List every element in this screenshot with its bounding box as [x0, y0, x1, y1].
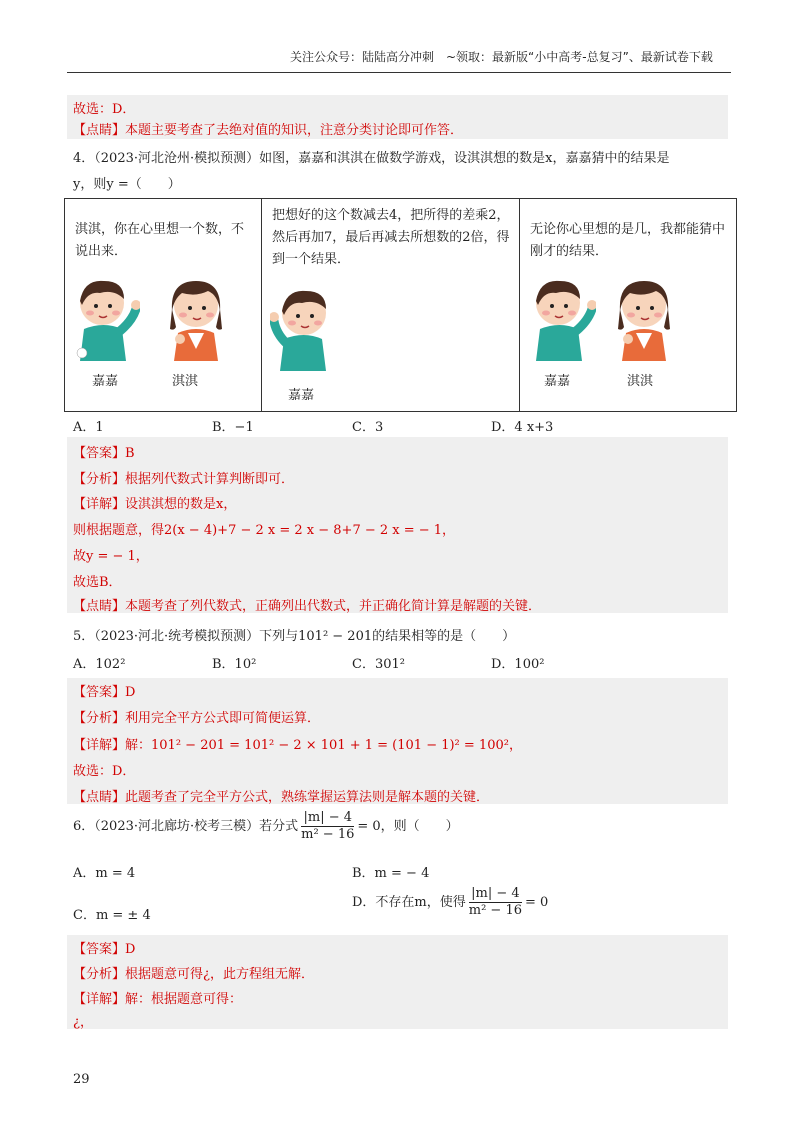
- q6-fraction-denominator: m² − 16: [301, 827, 355, 842]
- detail-text: 设淇淇想的数是x，: [125, 497, 237, 512]
- comment-line: [73, 119, 463, 138]
- answer-value: B: [125, 446, 135, 461]
- girl-illustration: [608, 271, 678, 361]
- analysis-tag: 【分析】: [73, 472, 126, 487]
- q6-fraction: [301, 810, 354, 843]
- q6-option-c: C．m = ± 4: [73, 908, 151, 923]
- name-label-jia: 嘉嘉: [544, 374, 571, 389]
- header-rule: [67, 72, 731, 73]
- comment-text: 本题考查了列代数式，正确列出代数式，并正确化简计算是解题的关键．: [125, 599, 542, 614]
- name-label-jia: 嘉嘉: [92, 374, 119, 389]
- question-4-figure-table: [64, 198, 737, 412]
- figure-cell-1: [65, 199, 262, 411]
- answer-value: D: [125, 685, 136, 700]
- page-header: 关注公众号：陆陆高分冲刺 ~领取：最新版“小中高考-总复习”、最新试卷下载: [290, 50, 713, 64]
- analysis-line: [73, 468, 294, 487]
- choice-line: 故选：D．: [73, 764, 136, 779]
- detail-line: [73, 734, 522, 753]
- answer-line: [73, 938, 135, 957]
- boy-illustration: [70, 271, 140, 361]
- q6-option-d-numerator: |m| − 4: [469, 886, 522, 903]
- cell-3-text: 无论你心里想的是几，我都能猜中刚才的结果．: [530, 222, 726, 259]
- answer-tag: 【答案】: [73, 446, 126, 461]
- name-label-qi: 淇淇: [172, 374, 199, 389]
- q6-option-d: [352, 886, 548, 919]
- comment-tag: 【点睛】: [73, 123, 126, 138]
- question-6-line: [73, 810, 459, 843]
- answer-line: [73, 681, 135, 700]
- choice-line: 故选B．: [73, 575, 122, 590]
- q6-prefix: 6．（2023·河北廊坊·校考三模）若分式: [73, 819, 299, 834]
- q6-option-d-prefix: D．不存在m，使得: [352, 895, 466, 910]
- detail-text: 解：根据题意可得：: [125, 992, 243, 1007]
- q6-option-d-denominator: m² − 16: [468, 903, 523, 918]
- boy-illustration: [526, 271, 596, 361]
- q6-option-a: A．m = 4: [73, 866, 136, 881]
- comment-text: 此题考查了完全平方公式，熟练掌握运算法则是解本题的关键．: [125, 790, 490, 805]
- q6-option-d-suffix: = 0: [525, 895, 549, 910]
- q4-option-c: C．3: [352, 420, 384, 435]
- q5-option-d: D．100²: [491, 657, 545, 672]
- q5-option-a: A．102²: [73, 657, 126, 672]
- boy-illustration: [270, 281, 340, 371]
- comment-tag: 【点睛】: [73, 790, 126, 805]
- solution-block-q3-end: [67, 95, 728, 139]
- detail-continuation-line: ¿，: [73, 1015, 93, 1030]
- question-4-line2: y，则y =（ ）: [73, 177, 181, 192]
- figure-cell-3: [520, 199, 736, 411]
- solution-block-q5: [67, 678, 728, 804]
- analysis-line: [73, 963, 314, 982]
- answer-value: D: [125, 942, 136, 957]
- q6-fraction-numerator: |m| − 4: [301, 810, 354, 827]
- solution-block-q6: [67, 935, 728, 1029]
- comment-line: [73, 786, 489, 805]
- question-5-line: [73, 625, 515, 644]
- q5-expression: 101² − 201: [298, 629, 373, 644]
- cell-1-text: 淇淇，你在心里想一个数，不说出来．: [75, 222, 245, 259]
- q6-option-d-fraction: [469, 886, 522, 919]
- detail-line: [73, 493, 236, 512]
- comment-line: [73, 595, 541, 614]
- q4-option-a: A．1: [73, 420, 104, 435]
- detail-tag: 【详解】: [73, 497, 126, 512]
- cell-2-text: 把想好的这个数减去4，把所得的差乘2，然后再加7，最后再减去所想数的2倍，得到一个结果．: [272, 208, 510, 267]
- question-4-line1: 4．（2023·河北沧州·模拟预测）如图，嘉嘉和淇淇在做数学游戏，设淇淇想的数是x，嘉嘉猜中的结果是: [73, 151, 670, 166]
- analysis-line: [73, 707, 320, 726]
- choice-line: 故选：D．: [73, 102, 136, 117]
- detail-tag: 【详解】: [73, 992, 126, 1007]
- name-label-jia: 嘉嘉: [288, 388, 315, 403]
- analysis-text: 根据题意可得¿，此方程组无解．: [125, 967, 314, 982]
- detail-text: 解：101² − 201 = 101² − 2 × 101 + 1 = (101 − 1)² = 100²，: [125, 738, 522, 753]
- page-number: 29: [73, 1072, 90, 1087]
- solution-block-q4: [67, 437, 728, 613]
- analysis-tag: 【分析】: [73, 967, 126, 982]
- detail-result-line: 故y = − 1，: [73, 549, 149, 564]
- q5-prefix: 5．（2023·河北·统考模拟预测）下列与: [73, 629, 299, 644]
- figure-cell-2: [262, 199, 520, 411]
- girl-illustration: [160, 271, 230, 361]
- detail-tag: 【详解】: [73, 738, 126, 753]
- analysis-text: 根据列代数式计算判断即可．: [125, 472, 295, 487]
- analysis-text: 利用完全平方公式即可简便运算．: [125, 711, 321, 726]
- comment-tag: 【点睛】: [73, 599, 126, 614]
- answer-line: [73, 442, 135, 461]
- detail-line: [73, 988, 242, 1007]
- q6-option-b: B．m = − 4: [352, 866, 430, 881]
- q4-option-b: B．−1: [212, 420, 254, 435]
- analysis-tag: 【分析】: [73, 711, 126, 726]
- comment-text: 本题主要考查了去绝对值的知识，注意分类讨论即可作答．: [125, 123, 464, 138]
- q4-option-d: D．4 x+3: [491, 420, 554, 435]
- detail-equation-line: 则根据题意，得2(x − 4)+7 − 2 x = 2 x − 8+7 − 2 x = − 1，: [73, 523, 456, 538]
- q5-option-c: C．301²: [352, 657, 405, 672]
- q6-suffix: = 0，则（ ）: [357, 819, 459, 834]
- q5-suffix: 的结果相等的是（ ）: [372, 629, 516, 644]
- name-label-qi: 淇淇: [627, 374, 654, 389]
- answer-tag: 【答案】: [73, 942, 126, 957]
- q5-option-b: B．10²: [212, 657, 257, 672]
- answer-tag: 【答案】: [73, 685, 126, 700]
